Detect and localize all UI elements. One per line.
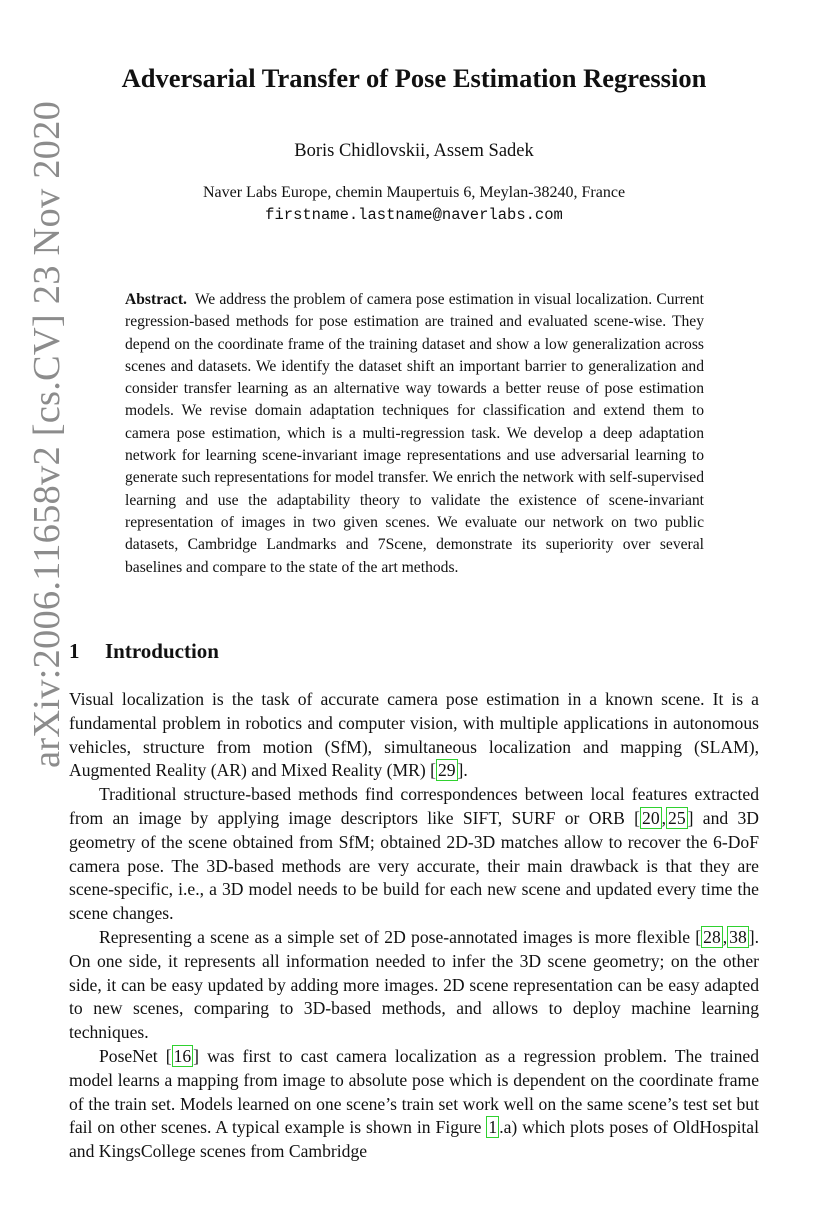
citation-link[interactable]: 38	[729, 926, 747, 947]
figure-reference-link[interactable]: 1	[488, 1117, 498, 1138]
paper-title: Adversarial Transfer of Pose Estimation Regression	[121, 63, 707, 93]
paragraph-text: ]. On one side, it represents all information needed to infer the 3D scene geometry; on the other side, it can be easy updated by adding more images. 2D scene representation can be easy adapted to new scenes, comparing to 3D-based methods, and allows to deploy machine learning techniques.	[69, 926, 759, 1043]
author-list: Boris Chidlovskii, Assem Sadek	[294, 141, 534, 161]
section-number: 1	[69, 639, 80, 663]
paragraph-text: .a) which plots poses of OldHospital and KingsCollege scenes from Cambridge	[69, 1117, 759, 1162]
paragraph-text: ] was first to cast camera localization as a regression problem. The trained model learns a mapping from image to absolute pose which is dependent on the coordinate frame of the train set. Models learned on one scene’s train set work well on the same scene’s test set but fail on other scenes. A typical example is shown in Figure	[69, 1045, 759, 1138]
paragraph-text: Traditional structure-based methods find correspondences between local features extracted from an image by applying image descriptors like SIFT, SURF or ORB [	[69, 784, 759, 828]
section-title: Introduction	[105, 639, 219, 663]
citation-link[interactable]: 25	[668, 807, 686, 828]
abstract-text: We address the problem of camera pose estimation in visual localization. Current regression-based methods for pose estimation are trained and evaluated scene-wise. They depend on the coordinate frame of the training dataset and show a low generalization across scenes and datasets. We identify the dataset shift an important barrier to generalization and consider transfer learning as an alternative way towards a better reuse of pose estimation models. We revise domain adaptation techniques for classification and extend them to camera pose estimation, which is a multi-regression task. We develop a deep adaptation network for learning scene-invariant image representations and use adversarial learning to generate such representations for model transfer. We enrich the network with self-supervised learning and use the adaptability theory to validate the existence of scene-invariant representation of images in two given scenes. We evaluate our network on two public datasets, Cambridge Landmarks and 7Scene, demonstrate its superiority over several baselines and compare to the state of the art methods.	[125, 291, 704, 576]
citation-link[interactable]: 29	[437, 760, 456, 781]
paragraph-text: Visual localization is the task of accurate camera pose estimation in a known scene. It is a fundamental problem in robotics and computer vision, with multiple applications in autonomous vehicles, structure from motion (SfM), simultaneous localization and mapping (SLAM), Augmented Reality (AR) and Mixed Reality (MR) [	[69, 689, 759, 781]
introduction-body	[69, 688, 759, 1164]
paragraph	[69, 1045, 759, 1164]
paragraph-text: ].	[457, 760, 468, 781]
abstract-block	[125, 289, 704, 579]
section-heading	[69, 637, 219, 665]
citation-separator: ,	[722, 926, 728, 947]
citation-link[interactable]: 28	[703, 926, 721, 947]
paragraph-text: Representing a scene as a simple set of 2D pose-annotated images is more flexible [	[99, 926, 702, 947]
citation-link[interactable]: 16	[173, 1045, 192, 1066]
citation-separator: ,	[661, 807, 667, 828]
author-affiliation: Naver Labs Europe, chemin Maupertuis 6, Meylan-38240, France	[202, 184, 626, 201]
author-email: firstname.lastname@naverlabs.com	[265, 206, 563, 224]
paragraph	[69, 783, 759, 926]
paragraph-text: ] and 3D geometry of the scene obtained from SfM; obtained 2D-3D matches allow to recover the 6-DoF camera pose. The 3D-based methods are very accurate, their main drawback is that they are scene-specific, i.e., a 3D model needs to be build for each new scene and updated every time the scene changes.	[69, 807, 759, 924]
abstract-heading: Abstract.	[125, 291, 187, 308]
paragraph	[69, 688, 759, 783]
paragraph-text: PoseNet [	[99, 1045, 172, 1066]
paragraph	[69, 926, 759, 1045]
arxiv-identifier-stamp: arXiv:2006.11658v2 [cs.CV] 23 Nov 2020	[26, 100, 68, 768]
citation-link[interactable]: 20	[642, 807, 660, 828]
